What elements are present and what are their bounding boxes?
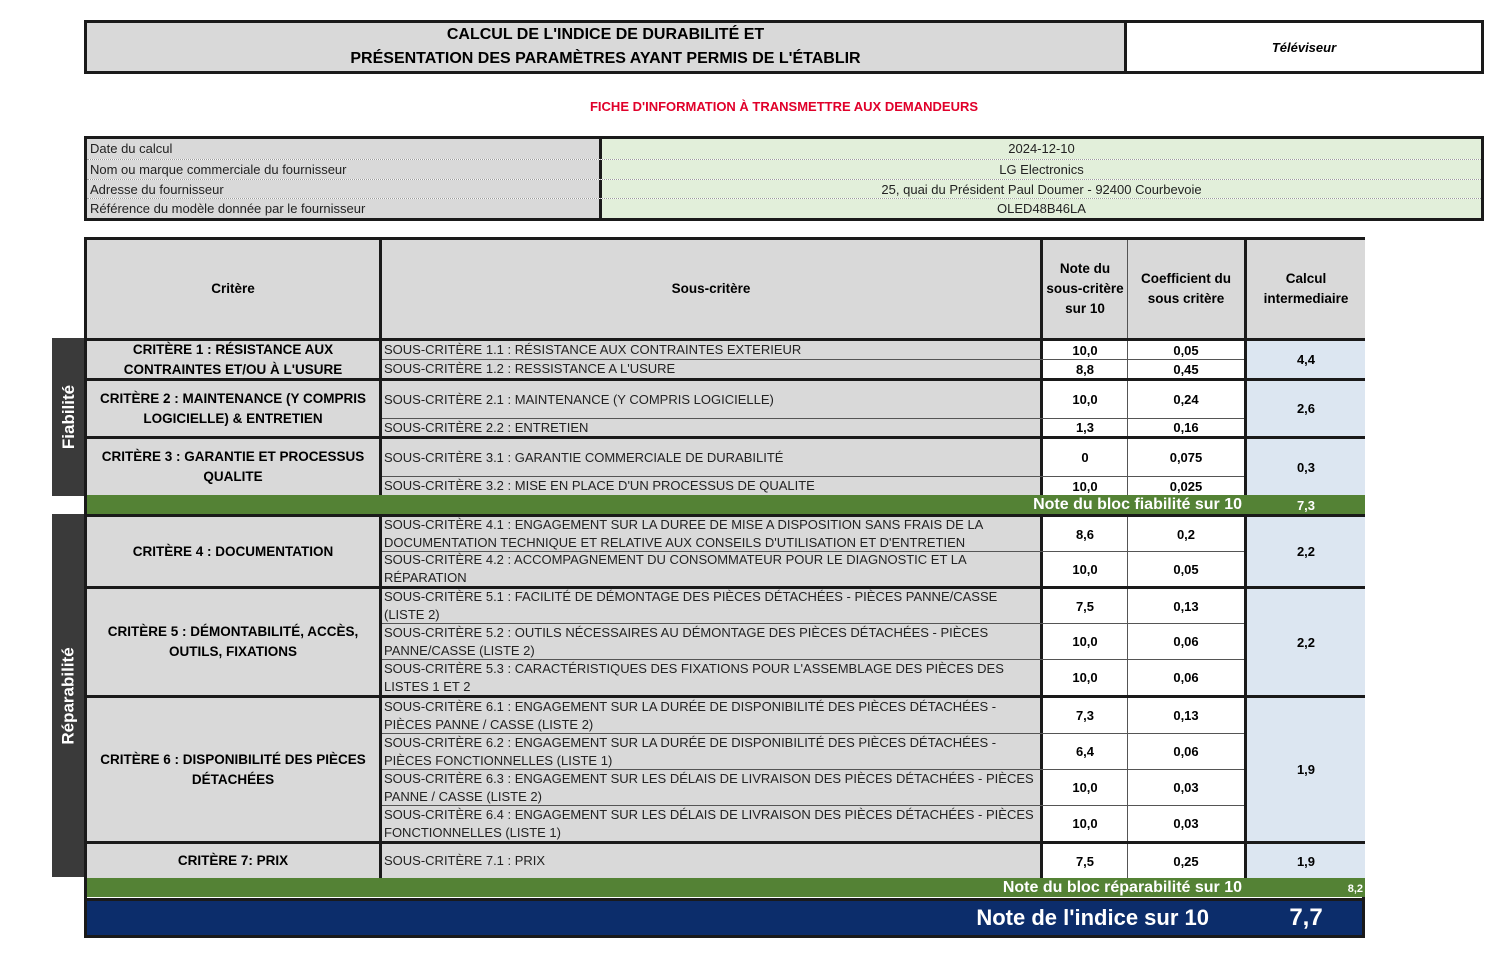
info-label: Date du calcul	[87, 139, 602, 159]
header-note: Note du sous-critère sur 10	[1043, 240, 1127, 338]
bloc-reparabilite-label: Note du bloc réparabilité sur 10	[1002, 879, 1242, 896]
note-6-1: 7,3	[1043, 698, 1127, 733]
criterion-5: CRITÈRE 5 : DÉMONTABILITÉ, ACCÈS, OUTILS, FIXATIONS	[87, 589, 379, 695]
calc-criterion-2: 2,6	[1247, 381, 1365, 436]
note-4-1: 8,6	[1043, 517, 1127, 551]
subcriterion-4-2: SOUS-CRITÈRE 4.2 : ACCOMPAGNEMENT DU CONSOMMATEUR POUR LE DIAGNOSTIC ET LA RÉPARATION	[382, 552, 1040, 586]
coef-4-1: 0,2	[1128, 517, 1244, 551]
note-4-2: 10,0	[1043, 552, 1127, 586]
subrow-divider	[382, 733, 1244, 734]
coef-6-3: 0,03	[1128, 770, 1244, 805]
info-value: LG Electronics	[602, 160, 1481, 179]
document-title	[87, 23, 1127, 71]
title-line-2: PRÉSENTATION DES PARAMÈTRES AYANT PERMIS DE L'ÉTABLIR	[350, 50, 861, 67]
note-1-2: 8,8	[1043, 360, 1127, 378]
subcriterion-6-2: SOUS-CRITÈRE 6.2 : ENGAGEMENT SUR LA DURÉE DE DISPONIBILITÉ DES PIÈCES DÉTACHÉES - PIÈCES FONCTIONNELLES (LISTE 1)	[382, 734, 1040, 769]
final-score-value: 7,7	[1289, 904, 1323, 931]
row-divider	[87, 841, 1365, 844]
info-value: OLED48B46LA	[602, 199, 1481, 218]
coef-6-2: 0,06	[1128, 734, 1244, 769]
subcriterion-3-2: SOUS-CRITÈRE 3.2 : MISE EN PLACE D'UN PROCESSUS DE QUALITE	[382, 477, 1040, 495]
header-sous-critere: Sous-critère	[382, 240, 1040, 338]
subcriterion-2-2: SOUS-CRITÈRE 2.2 : ENTRETIEN	[382, 419, 1040, 436]
calc-criterion-6: 1,9	[1247, 698, 1365, 841]
side-label-fiabilite: Fiabilité	[52, 338, 86, 496]
coef-6-4: 0,03	[1128, 806, 1244, 841]
note-3-2: 10,0	[1043, 477, 1127, 495]
subcriterion-7-1: SOUS-CRITÈRE 7.1 : PRIX	[382, 844, 1040, 878]
coef-5-2: 0,06	[1128, 624, 1244, 659]
subcriterion-5-1: SOUS-CRITÈRE 5.1 : FACILITÉ DE DÉMONTAGE DES PIÈCES DÉTACHÉES - PIÈCES PANNE/CASSE (LISTE 2)	[382, 589, 1040, 623]
final-score-label: Note de l'indice sur 10	[976, 905, 1209, 930]
subcriterion-6-1: SOUS-CRITÈRE 6.1 : ENGAGEMENT SUR LA DURÉE DE DISPONIBILITÉ DES PIÈCES DÉTACHÉES - PIÈCES PANNE / CASSE (LISTE 2)	[382, 698, 1040, 733]
subcriterion-6-3: SOUS-CRITÈRE 6.3 : ENGAGEMENT SUR LES DÉLAIS DE LIVRAISON DES PIÈCES DÉTACHÉES - PIÈCES PANNE / CASSE (LISTE 2)	[382, 770, 1040, 805]
criterion-4: CRITÈRE 4 : DOCUMENTATION	[87, 517, 379, 586]
col-divider	[1127, 240, 1128, 495]
title-line-1: CALCUL DE L'INDICE DE DURABILITÉ ET	[446, 26, 765, 43]
criterion-1: CRITÈRE 1 : RÉSISTANCE AUX CONTRAINTES ET/OU À L'USURE	[87, 341, 379, 378]
bloc-fiabilite-value: 7,3	[1296, 498, 1316, 513]
info-row-address	[87, 179, 1481, 199]
info-row-brand	[87, 159, 1481, 179]
coef-3-1: 0,075	[1128, 439, 1244, 476]
col-divider	[1040, 240, 1043, 495]
calc-criterion-7: 1,9	[1247, 844, 1365, 878]
subrow-divider	[382, 551, 1244, 552]
info-value: 2024-12-10	[602, 139, 1481, 159]
coef-6-1: 0,13	[1128, 698, 1244, 733]
note-5-3: 10,0	[1043, 660, 1127, 695]
final-score-row	[84, 898, 1365, 938]
info-label: Référence du modèle donnée par le fournisseur	[87, 199, 602, 218]
col-divider	[379, 240, 382, 495]
info-row-date	[87, 139, 1481, 159]
row-divider	[87, 695, 1365, 698]
info-row-reference	[87, 198, 1481, 218]
row-divider	[87, 378, 1365, 381]
col-divider	[1244, 240, 1247, 495]
note-6-4: 10,0	[1043, 806, 1127, 841]
subcriterion-2-1: SOUS-CRITÈRE 2.1 : MAINTENANCE (Y COMPRIS LOGICIELLE)	[382, 381, 1040, 418]
coef-4-2: 0,05	[1128, 552, 1244, 586]
side-label-reparabilite: Réparabilité	[52, 514, 86, 877]
calc-criterion-1: 4,4	[1247, 341, 1365, 378]
info-label: Adresse du fournisseur	[87, 180, 602, 199]
header-critere: Critère	[87, 240, 379, 338]
criterion-7: CRITÈRE 7: PRIX	[87, 844, 379, 878]
header-calc: Calcul intermediaire	[1247, 240, 1365, 338]
note-7-1: 7,5	[1043, 844, 1127, 878]
coef-3-2: 0,025	[1128, 477, 1244, 495]
subcriterion-5-3: SOUS-CRITÈRE 5.3 : CARACTÉRISTIQUES DES FIXATIONS POUR L'ASSEMBLAGE DES PIÈCES DES LISTES 1 ET 2	[382, 660, 1040, 695]
subrow-divider	[382, 359, 1244, 360]
note-2-1: 10,0	[1043, 381, 1127, 418]
subrow-divider	[382, 418, 1244, 419]
row-divider	[87, 338, 1365, 341]
note-5-2: 10,0	[1043, 624, 1127, 659]
bloc-reparabilite-value: 8,2	[1347, 883, 1363, 895]
subcriterion-1-2: SOUS-CRITÈRE 1.2 : RESSISTANCE A L'USURE	[382, 360, 1040, 378]
subcriterion-4-1: SOUS-CRITÈRE 4.1 : ENGAGEMENT SUR LA DUREE DE MISE A DISPOSITION SANS FRAIS DE LA DOCUMENTATION TECHNIQUE ET RELATIVE AUX CONSEILS D'UTILISATION ET D'ENTRETIEN	[382, 517, 1040, 551]
subcriterion-3-1: SOUS-CRITÈRE 3.1 : GARANTIE COMMERCIALE DE DURABILITÉ	[382, 439, 1040, 476]
subcriterion-6-4: SOUS-CRITÈRE 6.4 : ENGAGEMENT SUR LES DÉLAIS DE LIVRAISON DES PIÈCES DÉTACHÉES - PIÈCES FONCTIONNELLES (LISTE 1)	[382, 806, 1040, 841]
info-table	[84, 136, 1484, 221]
note-5-1: 7,5	[1043, 589, 1127, 623]
subcriterion-5-2: SOUS-CRITÈRE 5.2 : OUTILS NÉCESSAIRES AU DÉMONTAGE DES PIÈCES DÉTACHÉES - PIÈCES PANNE/CASSE (LISTE 2)	[382, 624, 1040, 659]
coef-1-1: 0,05	[1128, 341, 1244, 359]
note-2-2: 1,3	[1043, 419, 1127, 436]
subcriterion-1-1: SOUS-CRITÈRE 1.1 : RÉSISTANCE AUX CONTRAINTES EXTERIEUR	[382, 341, 1040, 359]
note-3-1: 0	[1043, 439, 1127, 476]
row-divider	[87, 436, 1365, 439]
product-type: Téléviseur	[1127, 23, 1481, 71]
subrow-divider	[382, 805, 1244, 806]
coef-1-2: 0,45	[1128, 360, 1244, 378]
note-1-1: 10,0	[1043, 341, 1127, 359]
header-coef: Coefficient du sous critère	[1128, 240, 1244, 338]
subrow-divider	[382, 769, 1244, 770]
coef-2-2: 0,16	[1128, 419, 1244, 436]
subtitle: FICHE D'INFORMATION À TRANSMETTRE AUX DEMANDEURS	[589, 99, 979, 114]
title-box	[84, 20, 1484, 74]
note-6-3: 10,0	[1043, 770, 1127, 805]
criterion-6: CRITÈRE 6 : DISPONIBILITÉ DES PIÈCES DÉTACHÉES	[87, 698, 379, 841]
info-value: 25, quai du Président Paul Doumer - 92400 Courbevoie	[602, 180, 1481, 199]
coef-7-1: 0,25	[1128, 844, 1244, 878]
bloc-fiabilite-row	[87, 495, 1365, 514]
info-label: Nom ou marque commerciale du fournisseur	[87, 160, 602, 179]
row-divider	[87, 514, 1365, 517]
row-divider	[87, 586, 1365, 589]
subrow-divider	[382, 659, 1244, 660]
score-table	[84, 237, 1365, 938]
calc-criterion-5: 2,2	[1247, 589, 1365, 695]
criterion-3: CRITÈRE 3 : GARANTIE ET PROCESSUS QUALITE	[87, 439, 379, 495]
criterion-2: CRITÈRE 2 : MAINTENANCE (Y COMPRIS LOGICIELLE) & ENTRETIEN	[87, 381, 379, 436]
note-6-2: 6,4	[1043, 734, 1127, 769]
coef-5-1: 0,13	[1128, 589, 1244, 623]
coef-2-1: 0,24	[1128, 381, 1244, 418]
calc-criterion-4: 2,2	[1247, 517, 1365, 586]
bloc-reparabilite-row	[87, 878, 1365, 897]
calc-criterion-3: 0,3	[1247, 439, 1365, 495]
subrow-divider	[382, 623, 1244, 624]
subrow-divider	[382, 476, 1244, 477]
coef-5-3: 0,06	[1128, 660, 1244, 695]
bloc-fiabilite-label: Note du bloc fiabilité sur 10	[1033, 496, 1242, 513]
